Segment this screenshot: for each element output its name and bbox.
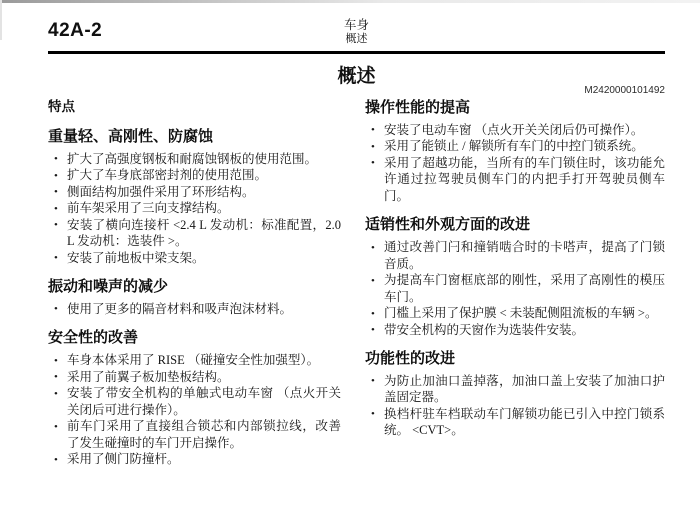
bullet-item: • 为防止加油口盖掉落，加油口盖上安装了加油口护盖固定器。 [371,373,665,406]
header-rule [48,51,665,54]
document-code: M2420000101492 [584,85,665,96]
section-heading: 操作性能的提高 [365,99,471,116]
right-column [365,99,665,439]
scan-edge-top [0,0,700,3]
bullet-item: • 为提高车门窗框底部的刚性，采用了高刚性的模压车门。 [371,272,665,305]
content-columns [48,99,665,468]
bullet-item: • 采用了前翼子板加垫板结构。 [54,369,341,386]
bullet-item: • 带安全机构的天窗作为选装件安装。 [371,322,665,339]
bullet-item: • 使用了更多的隔音材料和吸声泡沫材料。 [54,301,341,318]
bullet-item: • 扩大了车身底部密封剂的使用范围。 [54,167,341,184]
page-number: 42A-2 [48,20,103,41]
bullet-list [54,301,341,318]
bullet-item: • 采用了超越功能，当所有的车门锁住时，该功能允许通过拉驾驶员侧车门的内把手打开驾驶员侧车门。 [371,155,665,205]
bullet-item: • 车身本体采用了 RISE （碰撞安全性加强型）。 [54,352,341,369]
bullet-item: • 安装了前地板中梁支架。 [54,250,341,267]
section-heading: 特点 [48,99,75,114]
bullet-list [371,122,665,205]
bullet-item: • 安装了电动车窗 （点火开关关闭后仍可操作）。 [371,122,665,139]
bullet-item: • 换档杆驻车档联动车门解锁功能已引入中控门锁系统。 <CVT>。 [371,406,665,439]
running-header-section: 概述 [345,33,368,46]
bullet-item: • 前车架采用了三向支撑结构。 [54,200,341,217]
page-title: 概述 [337,66,376,87]
section-heading: 功能性的改进 [365,350,456,367]
section-heading: 安全性的改善 [48,329,139,347]
bullet-item: • 扩大了高强度钢板和耐腐蚀钢板的使用范围。 [54,151,341,168]
bullet-item: • 安装了横向连接杆 <2.4 L 发动机：标准配置，2.0 L 发动机：选装件 >。 [54,217,341,250]
bullet-item: • 通过改善门闩和撞销啮合时的卡嗒声，提高了门锁音质。 [371,239,665,272]
bullet-item: • 侧面结构加强件采用了环形结构。 [54,184,341,201]
bullet-item: • 门槛上采用了保护膜 < 未装配侧阻流板的车辆 >。 [371,305,665,322]
section-heading: 适销性和外观方面的改进 [365,216,531,234]
bullet-item: • 采用了能锁止 / 解锁所有车门的中控门锁系统。 [371,138,665,155]
bullet-list [54,352,341,468]
bullet-list [371,373,665,439]
scan-edge-left [0,0,2,40]
section-heading: 重量轻、高刚性、防腐蚀 [48,127,214,145]
left-column [48,99,341,468]
bullet-item: • 前车门采用了直接组合锁芯和内部锁拉线，改善了发生碰撞时的车门开启操作。 [54,418,341,451]
bullet-list [54,151,341,267]
section-heading: 振动和噪声的减少 [48,278,169,296]
bullet-list [371,239,665,338]
bullet-item: • 安装了带安全机构的单触式电动车窗 （点火开关关闭后可进行操作）。 [54,385,341,418]
bullet-item: • 采用了侧门防撞杆。 [54,451,341,468]
running-header-chapter: 车身 [343,18,369,32]
running-header [48,18,665,46]
